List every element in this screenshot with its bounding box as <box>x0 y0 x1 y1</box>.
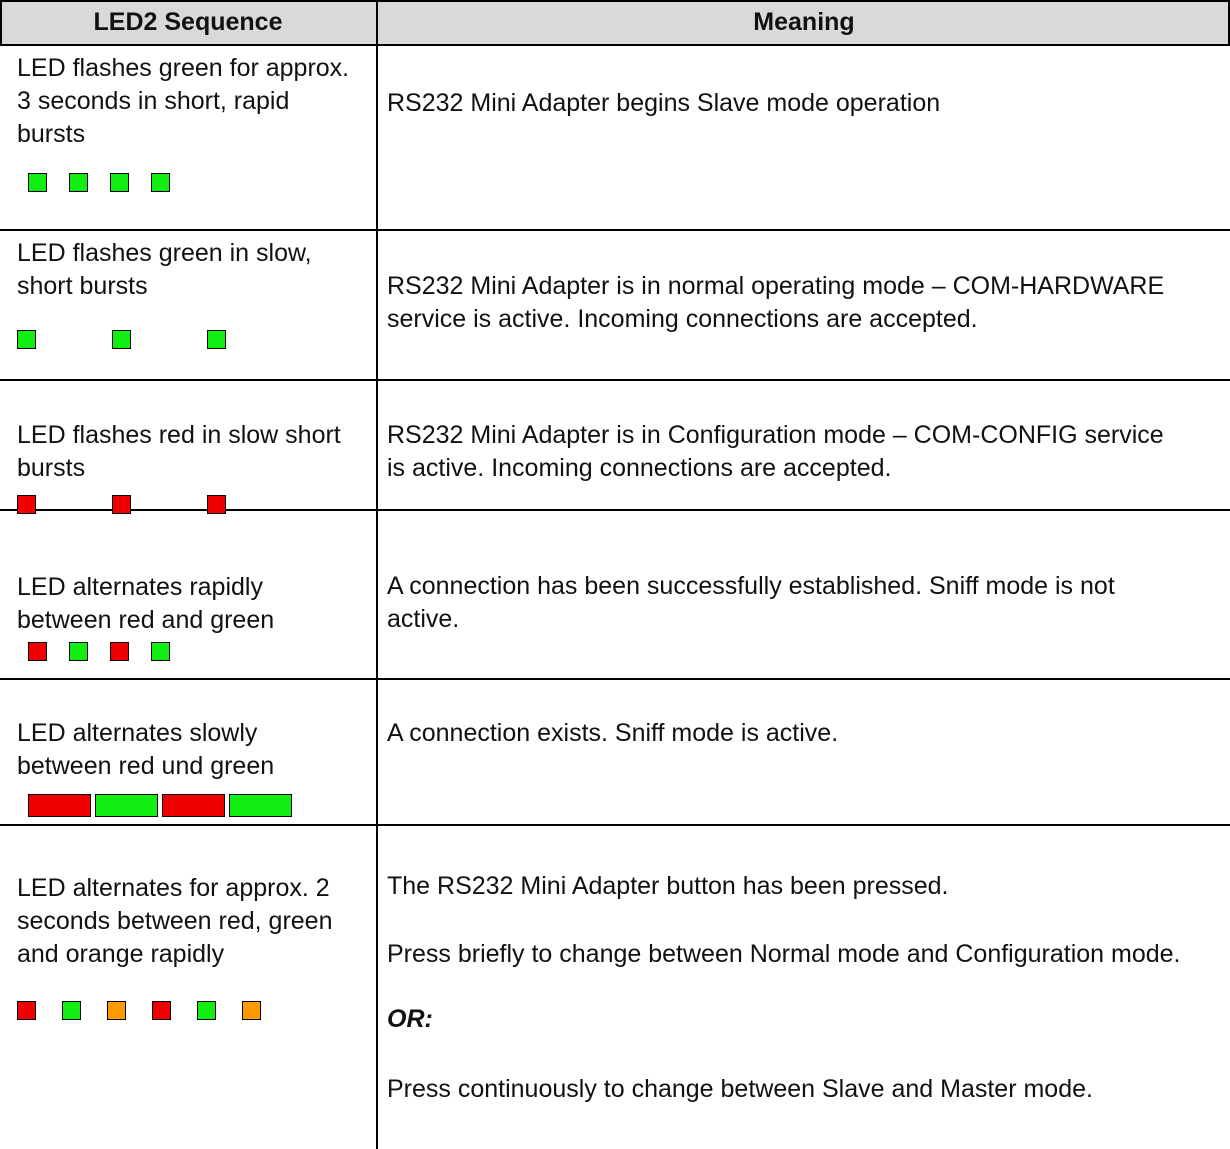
led-green-square <box>112 330 131 349</box>
led-pattern <box>28 173 170 192</box>
meaning-line: RS232 Mini Adapter is in normal operating mode – COM-HARDWARE <box>387 272 1165 300</box>
led-red-bar <box>28 794 91 817</box>
led-pattern <box>17 495 226 514</box>
led-green-square <box>151 642 170 661</box>
meaning-line: RS232 Mini Adapter begins Slave mode operation <box>387 89 941 117</box>
sequence-line: bursts <box>17 120 86 148</box>
led-red-bar <box>162 794 225 817</box>
row-divider <box>0 229 1230 231</box>
sequence-description <box>17 52 349 151</box>
led-red-square <box>110 642 129 661</box>
sequence-line: 3 seconds in short, rapid <box>17 87 290 115</box>
led-red-square <box>112 495 131 514</box>
led-green-bar <box>95 794 158 817</box>
sequence-line: LED alternates slowly <box>17 719 258 747</box>
header-meaning <box>378 0 1230 44</box>
row-divider <box>0 824 1230 826</box>
led-pattern <box>17 330 226 349</box>
header-meaning-label: Meaning <box>753 8 855 36</box>
meaning-line: RS232 Mini Adapter is in Configuration mode – COM-CONFIG service <box>387 421 1164 449</box>
led-pattern <box>28 794 292 817</box>
meaning-description <box>387 419 1164 485</box>
meaning-description <box>387 270 1164 336</box>
led-green-square <box>62 1001 81 1020</box>
meaning-description <box>387 717 838 750</box>
sequence-description <box>17 717 274 783</box>
header-sequence-label: LED2 Sequence <box>93 8 283 36</box>
sequence-line: between red and green <box>17 606 275 634</box>
led-red-square <box>17 495 36 514</box>
header-led2-sequence <box>0 0 376 44</box>
led-green-square <box>197 1001 216 1020</box>
led-green-square <box>207 330 226 349</box>
led-green-square <box>17 330 36 349</box>
row-divider <box>0 678 1230 680</box>
sequence-line: LED alternates for approx. 2 <box>17 874 330 902</box>
meaning-line: The RS232 Mini Adapter button has been pressed. <box>387 872 949 900</box>
meaning-line: is active. Incoming connections are accepted. <box>387 454 892 482</box>
header-divider <box>0 44 1230 46</box>
sequence-description <box>17 237 312 303</box>
sequence-description <box>17 571 274 637</box>
sequence-line: LED flashes green in slow, <box>17 239 312 267</box>
table-border-top <box>0 0 1230 2</box>
table-border-left <box>0 0 2 46</box>
meaning-line: Press continuously to change between Slave and Master mode. <box>387 1075 1093 1103</box>
meaning-description <box>387 87 940 120</box>
led-red-square <box>152 1001 171 1020</box>
sequence-description <box>17 419 341 485</box>
meaning-line: service is active. Incoming connections are accepted. <box>387 305 978 333</box>
led-orange-square <box>242 1001 261 1020</box>
led-pattern <box>17 1001 261 1020</box>
meaning-line: active. <box>387 605 460 633</box>
sequence-line: LED alternates rapidly <box>17 573 263 601</box>
led-red-square <box>28 642 47 661</box>
led-green-square <box>69 642 88 661</box>
led-green-bar <box>229 794 292 817</box>
led-green-square <box>28 173 47 192</box>
sequence-line: bursts <box>17 454 86 482</box>
led-pattern <box>28 642 170 661</box>
meaning-line: A connection has been successfully established. Sniff mode is not <box>387 572 1115 600</box>
sequence-line: and orange rapidly <box>17 940 225 968</box>
sequence-line: LED flashes green for approx. <box>17 54 350 82</box>
sequence-description <box>17 872 333 971</box>
led-orange-square <box>107 1001 126 1020</box>
or-label: OR: <box>387 1005 433 1033</box>
led-green-square <box>69 173 88 192</box>
led-red-square <box>17 1001 36 1020</box>
column-divider <box>376 0 378 1149</box>
led-green-square <box>151 173 170 192</box>
led-green-square <box>110 173 129 192</box>
meaning-description <box>387 570 1115 636</box>
sequence-line: between red und green <box>17 752 275 780</box>
meaning-line: A connection exists. Sniff mode is active. <box>387 719 839 747</box>
meaning-line: Press briefly to change between Normal mode and Configuration mode. <box>387 940 1181 968</box>
sequence-line: LED flashes red in slow short <box>17 421 341 449</box>
led-red-square <box>207 495 226 514</box>
row-divider <box>0 379 1230 381</box>
sequence-line: seconds between red, green <box>17 907 333 935</box>
sequence-line: short bursts <box>17 272 148 300</box>
